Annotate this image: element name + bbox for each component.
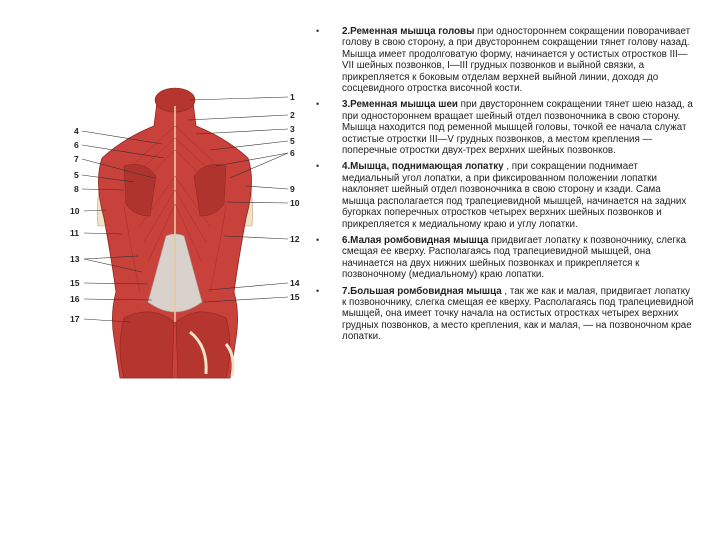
bullet-icon: •	[316, 26, 320, 36]
muscle-term: 6.Малая ромбовидная мышца	[342, 234, 489, 246]
label-9: 9	[290, 184, 295, 194]
muscle-description: при двустороннем сокращении тянет шею назад, а при одностороннем вращает шейный отдел позвоночника в свою сторону. Мышца находится под ременной мышцей головы, точкой ее начала служат остистые отростки III—V грудных позвонков, а местом крепления — поперечные отростки двух-трех верхних шейных позвонков.	[342, 99, 693, 157]
label-7: 7	[74, 154, 79, 164]
list-item	[312, 161, 696, 229]
label-5: 5	[74, 170, 79, 180]
label-13: 13	[70, 254, 80, 264]
list-item	[312, 99, 696, 156]
label-2: 2	[290, 110, 295, 120]
muscle-term: 2.Ременная мышца головы	[342, 26, 475, 37]
label-15-right: 15	[290, 292, 300, 302]
label-11: 11	[70, 228, 79, 238]
bullet-icon: •	[316, 161, 320, 172]
list-item	[312, 26, 696, 94]
label-17: 17	[70, 314, 80, 324]
label-8: 8	[74, 184, 79, 194]
bullet-icon: •	[316, 99, 320, 110]
label-16: 16	[70, 294, 80, 304]
muscle-description: придвигает лопатку к позвоночнику, слегка смещая ее кверху. Располагаясь под трапециевидной мышцей, она начинается на двух нижних шейных позвонках и прикрепляется к позвоночному (медиальному) краю лопатки.	[342, 234, 686, 281]
muscle-term: 4.Мышца, поднимающая лопатку	[342, 161, 504, 173]
muscle-description: , так же как и малая, придвигает лопатку к позвоночнику, слегка смещая ее кверху. Располагаясь под трапециевидной мышцей, она имеет точку начала на остистых отростках четырех верхних грудных позвонков, а место крепления, как и малая, — на позвоночном крае лопатки.	[342, 285, 694, 343]
list-item	[312, 235, 696, 281]
label-5-right: 5	[290, 136, 295, 146]
muscle-description: , при сокращении поднимает медиальный угол лопатки, а при фиксированном положении лопатки наклоняет шейный отдел позвоночника в свою сторону и кзади. Сама мышца располагается под трапециевидной мышцей, начинается на задних бугорках поперечных отростков четырех верхних шейных позвонков и прикрепляется к медиальному краю и углу лопатки.	[342, 161, 687, 230]
label-12: 12	[290, 234, 300, 244]
label-10: 10	[70, 206, 80, 216]
list-item	[312, 286, 696, 343]
label-4: 4	[74, 126, 79, 136]
label-6: 6	[74, 140, 79, 150]
muscle-list	[312, 26, 696, 343]
anatomy-figure	[40, 86, 310, 386]
label-6-right: 6	[290, 148, 295, 158]
muscle-description: при одностороннем сокращении поворачивает голову в свою сторону, а при двустороннем сокращении тянет голову назад. Мышца имеет продолговатую форму, начинается у остистых отростков III—VII шейных позвонков, I—III грудных позвонков и выйной связки, а прикрепляется к боковым отделам верхней выйной линии, доходя до сосцевидного отростка височной кости.	[342, 26, 691, 95]
description-column	[312, 26, 696, 348]
back-muscles-illustration	[40, 86, 310, 386]
label-1: 1	[290, 92, 295, 102]
bullet-icon: •	[316, 234, 320, 245]
bullet-icon: •	[316, 285, 320, 296]
label-14: 14	[290, 278, 300, 288]
label-10-right: 10	[290, 198, 300, 208]
muscle-term: 3.Ременная мышца шеи	[342, 99, 458, 111]
label-3: 3	[290, 124, 295, 134]
muscle-term: 7.Большая ромбовидная мышца	[342, 285, 502, 297]
label-15: 15	[70, 278, 80, 288]
